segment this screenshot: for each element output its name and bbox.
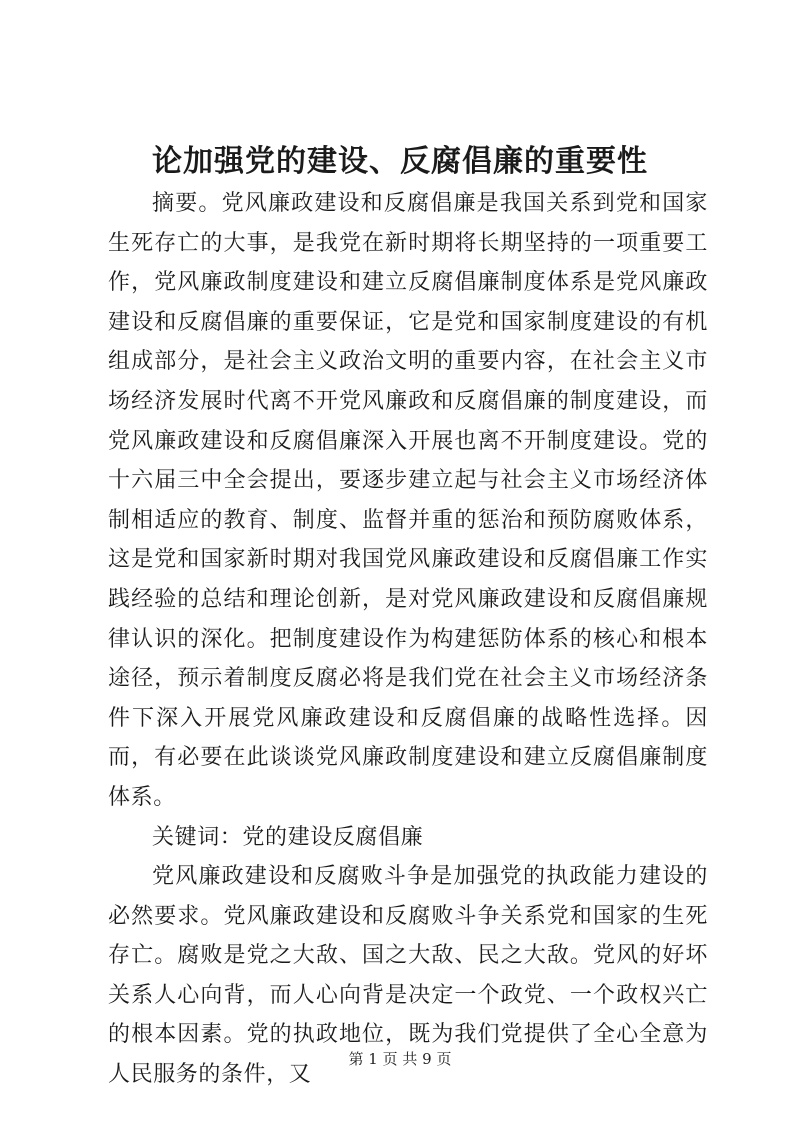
keywords-paragraph: 关键词：党的建设反腐倡廉 [152, 824, 424, 850]
document-title: 论加强党的建设、反腐倡廉的重要性 [152, 144, 648, 179]
document-body [108, 184, 708, 1095]
abstract-paragraph: 摘要。党风廉政建设和反腐倡廉是我国关系到党和国家生死存亡的大事，是我党在新时期将长期坚持的一项重要工作，党风廉政制度建设和建立反腐倡廉制度体系是党风廉政建设和反腐倡廉的重要保证，它是党和国家制度建设的有机组成部分，是社会主义政治文明的重要内容，在社会主义市场经济发展时代离不开党风廉政和反腐倡廉的制度建设，而党风廉政建设和反腐倡廉深入开展也离不开制度建设。党的十六届三中全会提出，要逐步建立起与社会主义市场经济体制相适应的教育、制度、监督并重的惩治和预防腐败体系，这是党和国家新时期对我国党风廉政建设和反腐倡廉工作实践经验的总结和理论创新，是对党风廉政建设和反腐倡廉规律认识的深化。把制度建设作为构建惩防体系的核心和根本途径，预示着制度反腐必将是我们党在社会主义市场经济条件下深入开展党风廉政建设和反腐倡廉的战略性选择。因而，有必要在此谈谈党风廉政制度建设和建立反腐倡廉制度体系。 [108, 191, 708, 810]
page-number-footer: 第 1 页 共 9 页 [348, 1050, 452, 1068]
body-paragraph: 党风廉政建设和反腐败斗争是加强党的执政能力建设的必然要求。党风廉政建设和反腐败斗争关系党和国家的生死存亡。腐败是党之大敌、国之大敌、民之大敌。党风的好坏关系人心向背，而人心向背是决定一个政党、一个政权兴亡的根本因素。党的执政地位，既为我们党提供了全心全意为人民服务的条件，又 [108, 864, 708, 1088]
